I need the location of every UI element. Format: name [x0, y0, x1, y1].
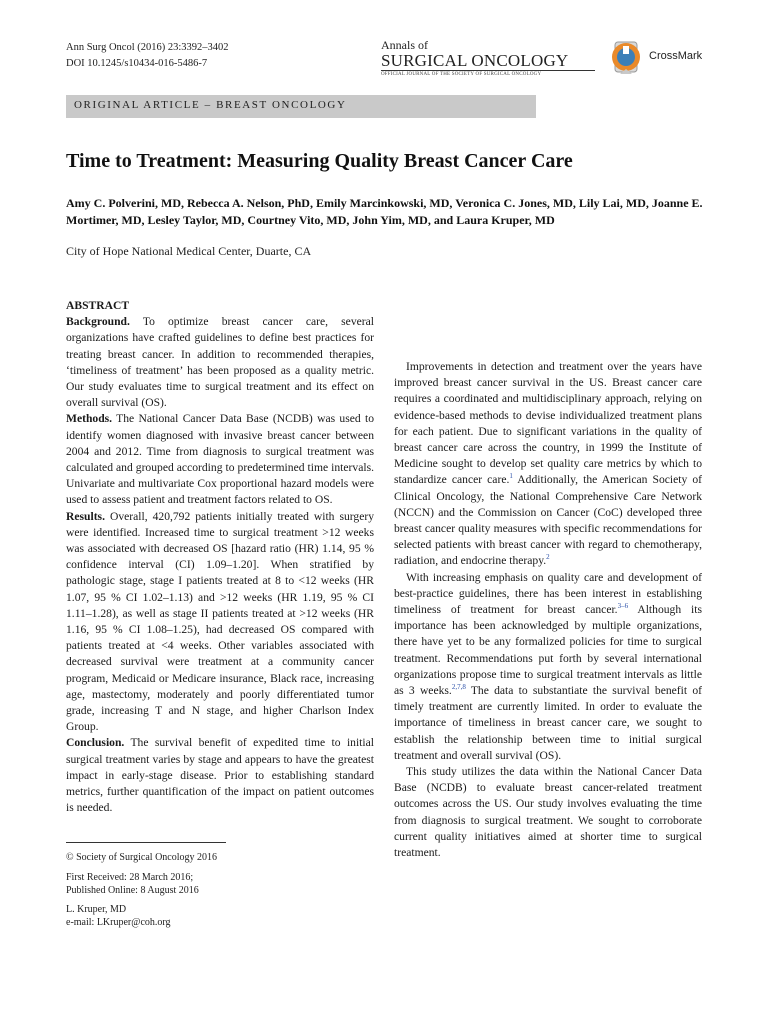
- footnote-divider: [66, 842, 226, 843]
- intro-paragraph-2: [394, 570, 702, 764]
- intro-p1-text-b: Additionally, the American Society of Clinical Oncology, the National Comprehensive Care Network (NCCN) and the Commission on Cancer (CoC) developed three breast cancer quality measures with specific recommendations for selected patients with breast cancer with regard to chemotherapy, radiation, and endocrine therapy.: [394, 473, 702, 568]
- abstract-heading: ABSTRACT: [66, 299, 130, 312]
- corresponding-author: L. Kruper, MD: [66, 904, 127, 915]
- article-type-label: ORIGINAL ARTICLE – BREAST ONCOLOGY: [74, 99, 347, 111]
- abstract-column: [66, 298, 374, 817]
- author-list: Amy C. Polverini, MD, Rebecca A. Nelson, PhD, Emily Marcinkowski, MD, Veronica C. Jones, MD, Lily Lai, MD, Joanne E. Mortimer, MD, Lesley Taylor, MD, Courtney Vito, MD, John Yim, MD, and Laura Kruper, MD: [66, 196, 703, 227]
- conclusion-text: The survival benefit of expedited time to initial surgical treatment varies by stage and appears to have the greatest impact in early-stage disease. Prior to establishing standard metrics, further quantification of the impact on patient outcomes is needed.: [66, 736, 374, 815]
- intro-p2-text-b: Although its importance has been acknowledged by multiple organizations, there have yet to be any formalized policies for time to surgical treatment. Recommendations put forth by several international organizations propose time to surgical treatment intervals as little as 3 weeks.: [394, 603, 702, 698]
- journal-logo-small: Annals of: [381, 38, 428, 52]
- intro-paragraph-1: [394, 359, 702, 570]
- contact-email[interactable]: e-mail: LKruper@coh.org: [66, 917, 171, 928]
- published-date: Published Online: 8 August 2016: [66, 885, 199, 896]
- reference-link[interactable]: 1: [509, 472, 513, 481]
- intro-p2-text-c: The data to substantiate the survival benefit of timely treatment are currently limited. In order to evaluate the importance of timeliness in breast cancer care, we sought to establish the relationship between time to initial surgical treatment and overall survival (OS).: [394, 684, 702, 762]
- affiliation: City of Hope National Medical Center, Duarte, CA: [66, 244, 312, 258]
- introduction-column: [394, 298, 702, 861]
- abstract-methods: [66, 411, 374, 508]
- journal-citation: Ann Surg Oncol (2016) 23:3392–3402: [66, 42, 229, 53]
- results-text: Overall, 420,792 patients initially treated with surgery were identified. Increased time to surgical treatment >12 weeks was associated with decreased OS [hazard ratio (HR) 1.14, 95 % confidence interval (CI) 1.09–1.20]. When stratified by pathologic stage, stage I patients treated at 8 to <12 weeks (HR 1.07, 95 % CI 1.02–1.13) and >12 weeks (HR 1.19, 95 % CI 1.11–1.28), as well as stage II patients treated at >12 weeks (HR 1.16, 95 % CI 1.08–1.25), had decreased OS compared with patients treated at <4 weeks. Other variables associated with decreased survival were treatment at a community cancer program, Medicaid or Medicare insurance, Black race, increasing age, mastectomy, moderately and poorly differentiated tumor grade, increasing T and N stage, and higher Charlson Index Group.: [66, 509, 374, 734]
- citation-block: [66, 40, 229, 72]
- article-type-banner: [66, 95, 536, 118]
- journal-logo-title: SURGICAL ONCOLOGY: [381, 51, 569, 70]
- doi-link[interactable]: DOI 10.1245/s10434-016-5486-7: [66, 58, 208, 69]
- background-text: To optimize breast cancer care, several organizations have crafted guidelines to define best practices for treating breast cancer. In addition to recommended therapies, ‘timeliness of treatment’ has been proposed as a quality metric. Our study evaluates time to surgical treatment and its effect on overall survival (OS).: [66, 315, 374, 410]
- article-title: Time to Treatment: Measuring Quality Breast Cancer Care: [66, 150, 573, 172]
- journal-logo-subtitle: OFFICIAL JOURNAL OF THE SOCIETY OF SURGICAL ONCOLOGY: [381, 70, 595, 77]
- reference-link[interactable]: 3–6: [617, 602, 629, 611]
- methods-label: Methods.: [66, 412, 113, 426]
- abstract-conclusion: [66, 735, 374, 816]
- methods-text: The National Cancer Data Base (NCDB) was used to identify women diagnosed with invasive breast cancer between 2004 and 2012. Time from diagnosis to surgical treatment was calculated and grouped according to predetermined time intervals. Univariate and multivariate Cox proportional hazard models were used to assess patient and treatment factors related to OS.: [66, 412, 374, 507]
- crossmark-icon: [609, 40, 643, 78]
- intro-p2-text-a: With increasing emphasis on quality care and development of best-practice guidelines, there has been interest in establishing timeliness of treatment for breast cancer.: [394, 570, 702, 617]
- reference-link[interactable]: 2: [546, 553, 550, 562]
- crossmark-label: CrossMark: [649, 50, 703, 62]
- abstract-results: [66, 509, 374, 736]
- intro-paragraph-3: This study utilizes the data within the National Cancer Data Base (NCDB) to evaluate breast cancer-related treatment outcomes across the US. Our study involves evaluating the time from diagnosis to surgical treatment. We sought to corroborate current quality initiatives aimed at shorter time to surgical treatment.: [394, 765, 702, 860]
- received-date: First Received: 28 March 2016;: [66, 872, 194, 883]
- background-label: Background.: [66, 315, 130, 329]
- results-label: Results.: [66, 509, 105, 523]
- journal-logo: [381, 38, 596, 77]
- copyright-notice: © Society of Surgical Oncology 2016: [66, 852, 218, 863]
- intro-p1-text-a: Improvements in detection and treatment over the years have improved breast cancer survival in the US. Breast cancer care requires a coordinated and multidisciplinary approach, relying on evidence-based methods to devise individualized treatment plans for each patient. Due to significant variations in the quality of breast cancer care across the country, in 1999 the Institute of Medicine sought to develop set quality care metrics by which to standardize cancer care.: [394, 360, 702, 487]
- reference-link[interactable]: 2,7,8: [451, 683, 466, 692]
- conclusion-label: Conclusion.: [66, 736, 125, 750]
- abstract-background: [66, 314, 374, 411]
